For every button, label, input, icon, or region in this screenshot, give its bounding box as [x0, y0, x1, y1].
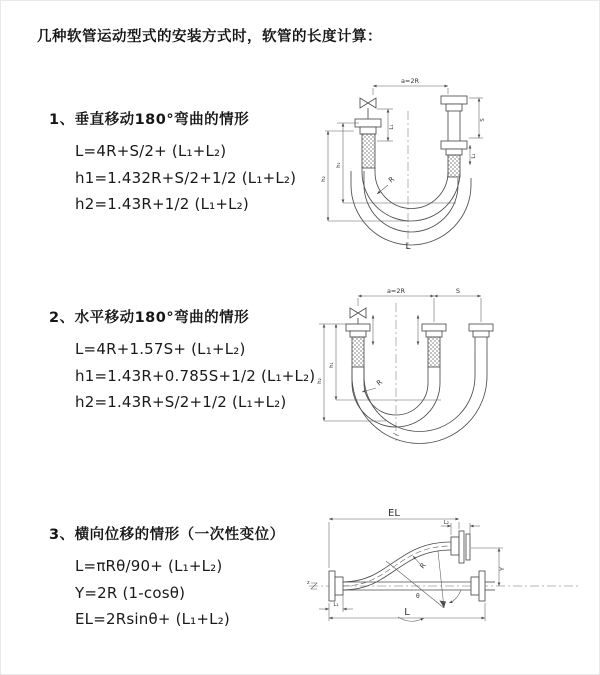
dim-label-r: R	[418, 561, 428, 571]
dim-label-theta: θ	[416, 593, 420, 600]
middle-hose-fitting	[422, 324, 446, 367]
left-hose-fitting	[355, 119, 381, 168]
formula: h1=1.43R+0.785S+1/2 (L₁+L₂)	[75, 366, 316, 385]
dim-label-r: R	[387, 175, 397, 185]
section-3	[49, 523, 285, 633]
right-hose-fitting	[441, 96, 467, 177]
dim-label-l: L	[405, 242, 411, 252]
dim-label-a2r: a=2R	[386, 287, 406, 295]
left-flange	[329, 571, 343, 601]
upper-right-flange	[451, 531, 470, 563]
section-1-heading: 1、垂直移动180°弯曲的情形	[49, 112, 250, 128]
dim-label-h2: h₂	[317, 378, 323, 384]
diagram-horizontal-180-bend	[311, 281, 600, 453]
dim-label-z: z	[307, 580, 310, 586]
section-1	[49, 108, 296, 218]
formula: L=4R+1.57S+ (L₁+L₂)	[75, 340, 246, 358]
valve-icon	[350, 308, 366, 324]
formula: L=4R+S/2+ (L₁+L₂)	[75, 142, 227, 160]
dim-label-s: S	[455, 287, 461, 295]
section-2	[49, 306, 315, 416]
valve-icon	[360, 98, 376, 119]
dim-label-l1-right: L₁	[471, 153, 477, 159]
dim-label-l1: L₁	[333, 602, 339, 608]
formula: EL=2Rsinθ+ (L₁+L₂)	[75, 610, 230, 628]
dim-label-el: EL	[388, 508, 400, 519]
right-hose-fitting	[469, 324, 493, 357]
hose-displaced-position	[343, 542, 451, 590]
formula: L=πRθ/90+ (L₁+L₂)	[75, 557, 223, 575]
formula: Y=2R (1-cosθ)	[75, 583, 186, 602]
dim-label-l2: L₂	[443, 520, 449, 526]
dim-label-y: Y	[498, 567, 506, 571]
hose-u-bend	[351, 168, 471, 245]
section-3-heading: 3、横向位移的情形（一次性变位）	[49, 527, 285, 543]
dim-label-l1-left: L₁	[389, 124, 395, 130]
dim-label-s: S	[480, 118, 486, 122]
dim-label-a2r: a=2R	[400, 77, 420, 85]
diagram-vertical-180-bend	[309, 69, 594, 261]
dim-label-h1: h₁	[329, 362, 335, 368]
left-hose-fitting	[346, 324, 370, 367]
diagram-lateral-displacement	[299, 503, 599, 653]
dim-label-r: R	[375, 378, 385, 388]
formula: h2=1.43R+S/2+1/2 (L₁+L₂)	[75, 393, 287, 411]
dim-label-h2: h₂	[321, 176, 327, 182]
dim-label-h1: h₁	[336, 162, 342, 168]
section-2-heading: 2、水平移动180°弯曲的情形	[49, 310, 250, 326]
formula: h1=1.432R+S/2+1/2 (L₁+L₂)	[75, 168, 297, 187]
dim-label-l: L	[404, 607, 410, 618]
formula: h2=1.43R+1/2 (L₁+L₂)	[75, 195, 249, 213]
page-title: 几种软管运动型式的安装方式时，软管的长度计算：	[37, 29, 382, 45]
